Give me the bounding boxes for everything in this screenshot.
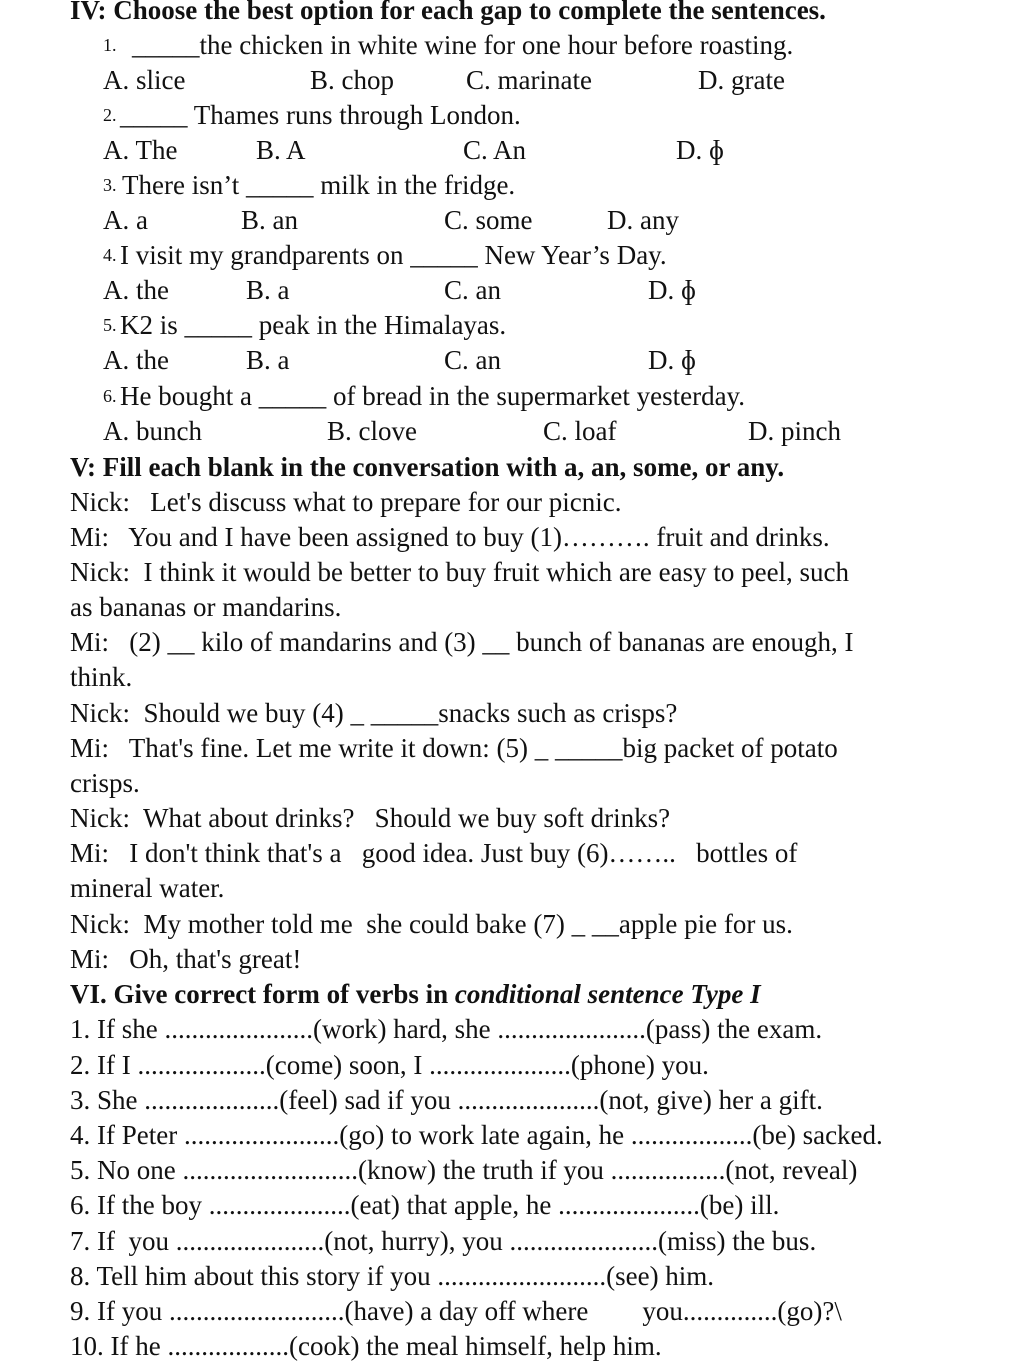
exercise-line: 3. She ....................(feel) sad if you .....................(not, give) her a gift. [70, 1085, 823, 1115]
conversation-line: as bananas or mandarins. [70, 592, 342, 622]
option-c: C. marinate [466, 65, 592, 95]
option-c: C. an [444, 275, 501, 305]
conversation-line: Mi: I don't think that's a good idea. Just buy (6)…….. bottles of [70, 838, 798, 868]
question-text: _____ Thames runs through London. [120, 100, 521, 130]
option-a: A. bunch [103, 416, 202, 446]
part5-heading: V: Fill each blank in the conversation with a, an, some, or any. [70, 452, 785, 482]
option-c: C. some [444, 205, 533, 235]
option-d: D. ɸ [648, 275, 696, 305]
exercise-line: 6. If the boy .....................(eat) that apple, he .....................(be) ill. [70, 1190, 780, 1220]
option-c: C. An [463, 135, 527, 165]
conversation-line: Mi: (2) __ kilo of mandarins and (3) __ bunch of bananas are enough, I [70, 627, 854, 657]
conversation-line: Mi: You and I have been assigned to buy (1)………. fruit and drinks. [70, 522, 830, 552]
option-d: D. ɸ [648, 345, 696, 375]
part4-heading: IV: Choose the best option for each gap to complete the sentences. [70, 0, 826, 25]
option-a: A. slice [103, 65, 186, 95]
question-number: 5. [103, 315, 117, 335]
question-text: I visit my grandparents on _____ New Year’s Day. [120, 240, 667, 270]
conversation-line: crisps. [70, 768, 140, 798]
option-b: B. an [241, 205, 298, 235]
conversation-line: Nick: What about drinks? Should we buy soft drinks? [70, 803, 671, 833]
option-c: C. loaf [543, 416, 617, 446]
question-number: 2. [103, 105, 117, 125]
conversation-line: Nick: Let's discuss what to prepare for our picnic. [70, 487, 622, 517]
part6-heading-prefix: VI. Give correct form of verbs in [70, 979, 455, 1009]
exercise-line: 1. If she ......................(work) hard, she ......................(pass) the exam. [70, 1014, 823, 1044]
option-d: D. grate [698, 65, 785, 95]
exercise-line: 4. If Peter .......................(go) to work late again, he ..................(be) sacked. [70, 1120, 883, 1150]
option-b: B. clove [327, 416, 417, 446]
option-d: D. pinch [748, 416, 841, 446]
question-text: _____the chicken in white wine for one hour before roasting. [132, 30, 794, 60]
option-b: B. a [246, 275, 290, 305]
question-number: 6. [103, 386, 117, 406]
question-number: 4. [103, 245, 117, 265]
conversation-line: Mi: That's fine. Let me write it down: (5) _ _____big packet of potato [70, 733, 838, 763]
question-number: 3. [103, 175, 117, 195]
conversation-line: Nick: I think it would be better to buy fruit which are easy to peel, such [70, 557, 850, 587]
conversation-line: Nick: Should we buy (4) _ _____snacks such as crisps? [70, 698, 678, 728]
question-text: K2 is _____ peak in the Himalayas. [120, 310, 507, 340]
exercise-line: 5. No one ..........................(know) the truth if you .................(not, reveal) [70, 1155, 858, 1185]
option-a: A. the [103, 345, 169, 375]
exercise-line: 2. If I ...................(come) soon, I .....................(phone) you. [70, 1050, 709, 1080]
conversation-line: Nick: My mother told me she could bake (7) _ __apple pie for us. [70, 909, 793, 939]
part6-heading-italic: conditional sentence Type I [454, 979, 761, 1009]
part6-heading [70, 977, 761, 1011]
conversation-line: think. [70, 662, 133, 692]
option-a: A. The [103, 135, 178, 165]
option-d: D. any [607, 205, 679, 235]
exercise-line: 9. If you ..........................(have) a day off where you..............(go)?\ [70, 1296, 842, 1326]
option-b: B. chop [310, 65, 394, 95]
option-c: C. an [444, 345, 501, 375]
exercise-line: 8. Tell him about this story if you .........................(see) him. [70, 1261, 715, 1291]
exercise-line: 7. If you ......................(not, hurry), you ......................(miss) the bus. [70, 1226, 817, 1256]
conversation-line: mineral water. [70, 873, 225, 903]
conversation-line: Mi: Oh, that's great! [70, 944, 302, 974]
question-text: He bought a _____ of bread in the supermarket yesterday. [120, 381, 746, 411]
option-a: A. a [103, 205, 148, 235]
option-b: B. a [246, 345, 290, 375]
exercise-line: 10. If he ..................(cook) the meal himself, help him. [70, 1331, 662, 1361]
question-text: There isn’t _____ milk in the fridge. [122, 170, 516, 200]
option-a: A. the [103, 275, 169, 305]
question-number: 1. [103, 35, 117, 55]
option-d: D. ɸ [676, 135, 724, 165]
option-b: B. A [256, 135, 306, 165]
